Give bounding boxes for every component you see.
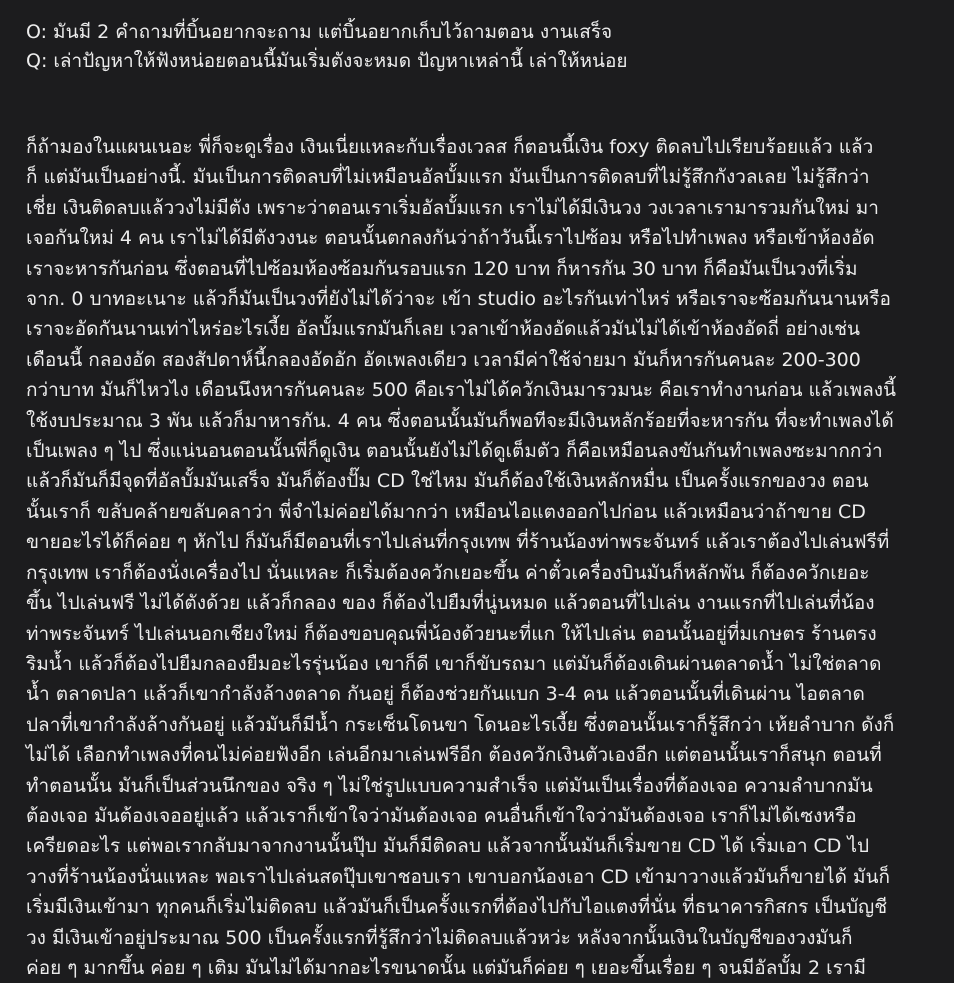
answer-line: ก็ถ้ามองในแผนเนอะ พี่ก็จะดูเรื่อง เงินเนี่ยแหละกับเรื่องเวลส ก็ตอนนี้เงิน foxy ติดลบไปเรียบร้อยแล้ว แล้ว — [26, 136, 874, 158]
answer-line: เดือนนี้ กลองอัด สองสัปดาห์นี้กลองอัดอัก อัดเพลงเดียว เวลามีค่าใช้จ่ายมา มันก็หารกันคนละ 200-300 — [26, 348, 861, 371]
answer-line: นั้นเราก็ ขลับคล้ายขลับคลาว่า พี่จำไม่ค่อยได้มากว่า เหมือนไอแตงออกไปก่อน แล้วเหมือนว่าถ้าขาย CD — [26, 500, 866, 523]
answer-line: ขึ้น ไปเล่นฟรี ไม่ได้ตังด้วย แล้วก็กลอง ของ ก็ต้องไปยืมที่นู่นหมด แล้วตอนที่ไปเล่น งานแรกที่ไปเล่นที่น้อง — [26, 592, 875, 615]
answer-paragraph — [26, 132, 940, 983]
answer-line: ท่าพระจันทร์ ไปเล่นนอกเชียงใหม่ ก็ต้องขอบคุณพี่น้องด้วยนะที่แก ให้ไปเล่น ตอนนั้นอยู่ที่มเกษตร ร้านตรง — [26, 622, 877, 645]
answer-line: เริ่มมีเงินเข้ามา ทุกคนก็เริ่มไม่ติดลบ แล้วมันก็เป็นครั้งแรกที่ต้องไปกับไอแตงที่นั่น ที่ธนาคารกิสกร เป็นบัญชี — [26, 896, 888, 919]
answer-line: ก็ แต่มันเป็นอย่างนี้. มันเป็นการติดลบที่ไม่เหมือนอัลบั้มแรก มันเป็นการติดลบที่ไม่รู้สึกกังวลเลย ไม่รู้สึกว่า — [26, 166, 870, 189]
answer-line: น้ำ ตลาดปลา แล้วก็เขากำลังล้างตลาด กันอยู่ ก็ต้องช่วยกันแบก 3-4 คน แล้วตอนนั้นที่เดินผ่าน ไอตลาด — [26, 683, 865, 706]
answer-line: วางที่ร้านน้องนั่นแหละ พอเราไปเล่นสดปุ๊บเขาชอบเรา เขาบอกน้องเอา CD เข้ามาวางแล้วมันก็ขายได้ มันก็ — [26, 865, 890, 888]
answer-line: เราจะอัดกันนานเท่าไหร่อะไรเงี้ย อัลบั้มแรกมันก็เลย เวลาเข้าห้องอัดแล้วมันไม่ได้เข้าห้องอัดถี่ อย่างเช่น — [26, 318, 860, 341]
answer-line: แล้วก็มันก็มีจุดที่อัลบั้มมันเสร็จ มันก็ต้องปั๊ม CD ใช่ไหม มันก็ต้องใช้เงินหลักหมื่น เป็นครั้งแรกของวง ตอน — [26, 470, 869, 493]
answer-line: กว่าบาท มันก็ไหวไง เดือนนึงหารกันคนละ 500 คือเราไม่ได้ควักเงินมารวมนะ คือเราทำงานก่อน แล้วเพลงนี้ — [26, 379, 897, 402]
answer-line: วง มีเงินเข้าอยู่ประมาณ 500 เป็นครั้งแรกที่รู้สึกว่าไม่ติดลบแล้วหว่ะ หลังจากนั้นเงินในบัญชีของวงมันก็ — [26, 926, 853, 949]
answer-line: เชี่ย เงินติดลบแล้ววงไม่มีตัง เพราะว่าตอนเราเริ่มอัลบั้มแรก เราไม่ได้มีเงินวง วงเวลาเรามารวมกันใหม่ มา — [26, 196, 879, 219]
answer-line: เครียดอะไร แต่พอเรากลับมาจากงานนั้นปุ๊บ มันก็มีติดลบ แล้วจากนั้นมันก็เริ่มขาย CD ได้ เริ่มเอา CD ไป — [26, 835, 870, 858]
answer-line: ทำตอนนั้น มันก็เป็นส่วนนึกของ จริง ๆ ไม่ใช่รูปแบบความสำเร็จ แต่มันเป็นเรื่องที่ต้องเจอ ความลำบากมัน — [26, 774, 873, 797]
answer-line: ปลาที่เขากำลังล้างกันอยู่ แล้วมันก็มีน้ำ กระเซ็นโดนขา โดนอะไรเงี้ย ซึ่งตอนนั้นเราก็รู้สึกว่า เห้ยลำบาก ดังก็ — [26, 713, 895, 736]
answer-line: ขายอะไรได้ก็ค่อย ๆ หักไป ก็มันก็มีตอนที่เราไปเล่นที่กรุงเทพ ที่ร้านน้องท่าพระจันทร์ แล้วเราต้องไปเล่นฟรีที่ — [26, 531, 890, 554]
answer-line: เจอกันใหม่ 4 คน เราไม่ได้มีตังวงนะ ตอนนั้นตกลงกันว่าถ้าวันนี้เราไปซ้อม หรือไปทำเพลง หรือเข้าห้องอัด — [26, 227, 875, 250]
answer-line: กรุงเทพ เราก็ต้องนั่งเครื่องไป นั่นแหละ ก็เริ่มต้องควักเยอะขึ้น ค่าตั๋วเครื่องบินมันก็หลักพัน ก็ต้องควักเยอะ — [26, 561, 870, 584]
answer-line: ค่อย ๆ มากขึ้น ค่อย ๆ เติม มันไม่ได้มากอะไรขนาดนั้น แต่มันก็ค่อย ๆ เยอะขึ้นเรื่อย ๆ จนมีอัลบั้ม 2 เรามี — [26, 956, 866, 979]
answer-line: ริมน้ำ แล้วก็ต้องไปยืมกลองยืมอะไรรุ่นน้อง เขาก็ดี เขาก็ขับรถมา แต่มันก็ต้องเดินผ่านตลาดน้ำ ไม่ใช่ตลาด — [26, 652, 882, 675]
answer-line: เป็นเพลง ๆ ไป ซึ่งแน่นอนตอนนั้นพี่ก็ดูเงิน ตอนนั้นยังไม่ได้ดูเต็มตัว ก็คือเหมือนลงขันกันทำเพลงซะมากกว่า — [26, 440, 883, 463]
answer-line: ต้องเจอ มันต้องเจออยู่แล้ว แล้วเราก็เข้าใจว่ามันต้องเจอ คนอื่นก็เข้าใจว่ามันต้องเจอ เราก็ไม่ได้เซงหรือ — [26, 804, 857, 827]
answer-line: จาก. 0 บาทอะเนาะ แล้วก็มันเป็นวงที่ยังไม่ได้ว่าจะ เข้า studio อะไรกันเท่าไหร่ หรือเราจะซ้อมกันนานหรือ — [26, 288, 891, 311]
answer-line: ไม่ได้ เลือกทำเพลงที่คนไม่ค่อยฟังอีก เล่นอีกมาเล่นฟรีอีก ต้องควักเงินตัวเองอีก แต่ตอนนั้นเราก็สนุก ตอนที่ — [26, 744, 882, 767]
spacer — [26, 76, 940, 132]
question-q-line: Q: เล่าปัญหาให้ฟังหน่อยตอนนี้มันเริ่มตังจะหมด ปัญหาเหล่านี้ เล่าให้หน่อย — [26, 50, 628, 72]
answer-line: ใช้งบประมาณ 3 พัน แล้วก็มาหารกัน. 4 คน ซึ่งตอนนั้นมันก็พอทีจะมีเงินหลักร้อยที่จะหารกัน ที่จะทำเพลงได้ — [26, 409, 894, 432]
answer-line: เราจะหารกันก่อน ซึ่งตอนที่ไปซ้อมห้องซ้อมกันรอบแรก 120 บาท ก็หารกัน 30 บาท ก็คือมันเป็นวงที่เริ่ม — [26, 257, 858, 280]
question-o-line: O: มันมี 2 คำถามที่บิ้นอยากจะถาม แต่บิ้นอยากเก็บไว้ถามตอน งานเสร็จ — [26, 21, 613, 43]
